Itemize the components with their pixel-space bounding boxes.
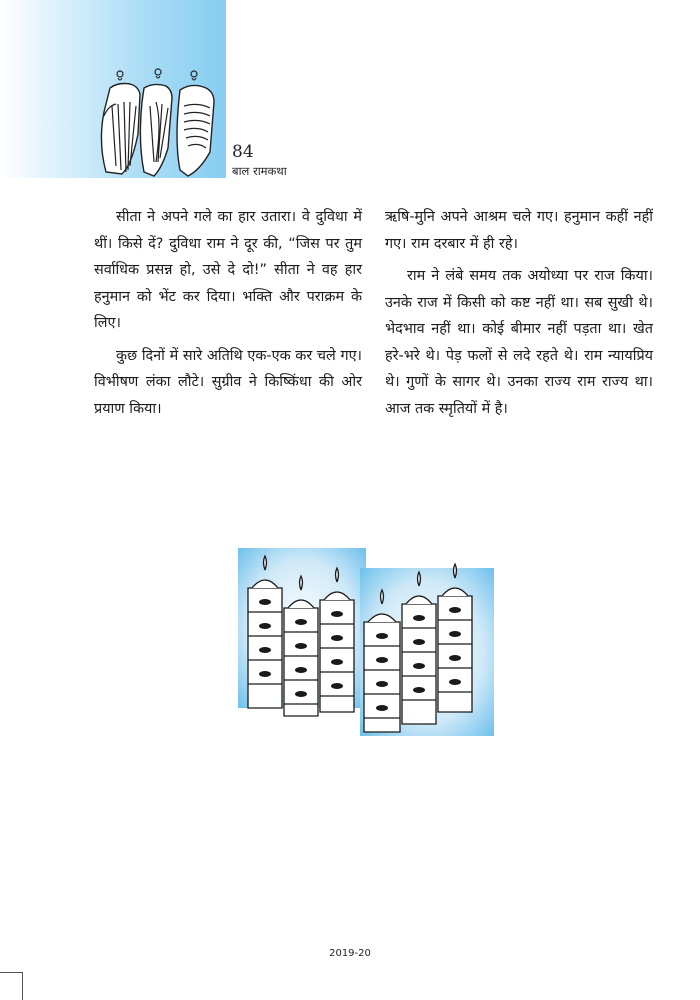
text-column-right — [385, 204, 653, 428]
page-number: 84 — [232, 142, 254, 162]
header-figures-illustration — [96, 66, 226, 178]
print-year-code: 2019-20 — [329, 948, 371, 959]
paragraph: सीता ने अपने गले का हार उतारा। वे दुविधा में थीं। किसे दें? दुविधा राम ने दूर की, “जिस पर तुम सर्वाधिक प्रसन्न हो, उसे दे दो!” सीता ने वह हार हनुमान को भेंट कर दिया। भक्ति और पराक्रम के लिए। — [94, 209, 362, 331]
running-book-title: बाल रामकथा — [232, 164, 287, 178]
crop-mark-bottom-vertical — [22, 972, 23, 1000]
lamp-towers-illustration — [238, 548, 494, 736]
crop-mark-bottom-horizontal — [0, 972, 22, 973]
paragraph: राम ने लंबे समय तक अयोध्या पर राज किया। उनके राज में किसी को कष्ट नहीं था। सब सुखी थे। भेदभाव नहीं था। कोई बीमार नहीं पड़ता था। खेत हरे-भरे थे। पेड़ फलों से लदे रहते थे। राम न्यायप्रिय थे। गुणों के सागर थे। उनका राज्य राम राज्य था। आज तक स्मृतियों में है। — [385, 268, 653, 417]
paragraph: ऋषि-मुनि अपने आश्रम चले गए। हनुमान कहीं नहीं गए। राम दरबार में ही रहे। — [385, 209, 653, 252]
text-column-left — [94, 204, 362, 428]
paragraph: कुछ दिनों में सारे अतिथि एक-एक कर चले गए। विभीषण लंका लौटे। सुग्रीव ने किष्किंधा की ओर प्रयाण किया। — [94, 347, 362, 417]
